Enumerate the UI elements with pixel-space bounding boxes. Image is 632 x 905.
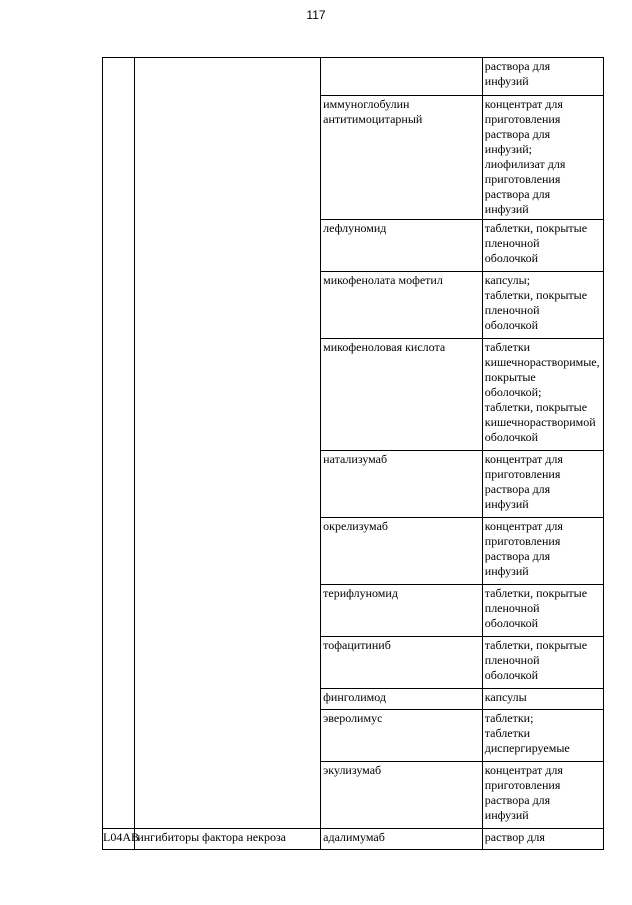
dosage-form-cell: капсулы; таблетки, покрытые пленочной оболочкой (482, 272, 603, 339)
drug-name-cell: натализумаб (321, 451, 483, 518)
drug-name-cell: финголимод (321, 689, 483, 710)
drug-name-cell: эверолимус (321, 710, 483, 762)
drug-name-cell: микофеноловая кислота (321, 339, 483, 451)
drug-name-cell: тофацитиниб (321, 637, 483, 689)
dosage-form-cell: концентрат для приготовления раствора для инфузий; лиофилизат для приготовления раствора для инфузий (482, 96, 603, 220)
table-row (103, 829, 604, 850)
drug-table (102, 57, 604, 850)
dosage-form-cell: концентрат для приготовления раствора для инфузий (482, 451, 603, 518)
drug-name-cell: лефлуномид (321, 220, 483, 272)
dosage-form-cell: таблетки, покрытые пленочной оболочкой (482, 637, 603, 689)
drug-name-cell: иммуноглобулин антитимоцитарный (321, 96, 483, 220)
drug-name-cell: микофенолата мофетил (321, 272, 483, 339)
dosage-form-cell: таблетки, покрытые пленочной оболочкой (482, 585, 603, 637)
drug-name-cell: адалимумаб (321, 829, 483, 850)
dosage-form-cell: раствор для (482, 829, 603, 850)
drug-name-cell (321, 58, 483, 96)
group-cell (135, 58, 321, 829)
drug-name-cell: экулизумаб (321, 762, 483, 829)
dosage-form-cell: таблетки, покрытые пленочной оболочкой (482, 220, 603, 272)
dosage-form-cell: таблетки; таблетки диспергируемые (482, 710, 603, 762)
page-number: 117 (306, 8, 326, 22)
dosage-form-cell: раствора для инфузий (482, 58, 603, 96)
drug-name-cell: окрелизумаб (321, 518, 483, 585)
dosage-form-cell: концентрат для приготовления раствора для инфузий (482, 762, 603, 829)
dosage-form-cell: таблетки кишечнорастворимые, покрытые оболочкой; таблетки, покрытые кишечнорастворимой оболочкой (482, 339, 603, 451)
dosage-form-cell: капсулы (482, 689, 603, 710)
table-row (103, 58, 604, 96)
dosage-form-cell: концентрат для приготовления раствора для инфузий (482, 518, 603, 585)
code-cell (103, 58, 135, 829)
atc-code-cell: L04AB (103, 829, 135, 850)
group-name-cell: ингибиторы фактора некроза (135, 829, 321, 850)
drug-name-cell: терифлуномид (321, 585, 483, 637)
